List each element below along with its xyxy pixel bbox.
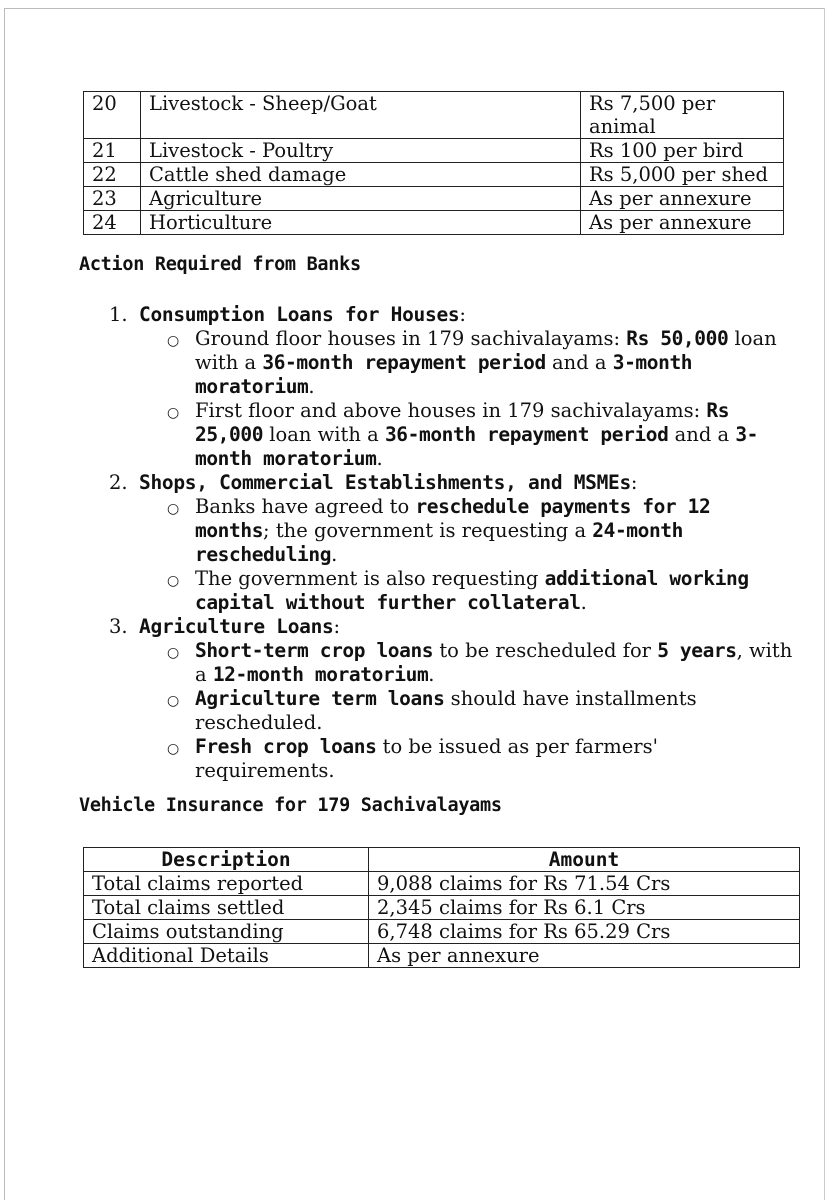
- table-row: [84, 163, 784, 187]
- row-item: Cattle shed damage: [141, 163, 581, 187]
- vehicle-insurance-table: [83, 847, 800, 968]
- row-number: 20: [84, 92, 141, 139]
- banks-heading: Action Required from Banks: [79, 254, 361, 275]
- list-item-text: Ground floor houses in 179 sachivalayams: Rs 50,000 loan with a 36-month repayment period and a 3-month moratorium.: [195, 327, 777, 398]
- list-item-text: First floor and above houses in 179 sachivalayams: Rs 25,000 loan with a 36-month repayment period and a 3-month moratorium.: [195, 399, 759, 470]
- row-number: 23: [84, 187, 141, 211]
- section-title: Agriculture Loans:: [139, 615, 341, 638]
- table-row: [84, 896, 800, 920]
- row-item: Livestock - Sheep/Goat: [141, 92, 581, 139]
- row-item: Agriculture: [141, 187, 581, 211]
- row-amount: 2,345 claims for Rs 6.1 Crs: [369, 896, 800, 920]
- row-number: 24: [84, 211, 141, 235]
- bullet-icon: ○: [167, 333, 180, 349]
- row-description: Claims outstanding: [84, 920, 369, 944]
- list-item-text: Short-term crop loans to be rescheduled for 5 years, with a 12-month moratorium.: [195, 639, 793, 686]
- row-item: Livestock - Poultry: [141, 139, 581, 163]
- list-item-text: Banks have agreed to reschedule payments for 12 months; the government is requesting a 24-month rescheduling.: [195, 495, 711, 566]
- bank-actions-list: [109, 303, 799, 783]
- bullet-icon: ○: [167, 693, 180, 709]
- compensation-rates-table: [83, 91, 784, 235]
- row-description: Total claims reported: [84, 872, 369, 896]
- row-amount: 6,748 claims for Rs 65.29 Crs: [369, 920, 800, 944]
- row-amount: Rs 7,500 per animal: [581, 92, 784, 139]
- table-row: [84, 920, 800, 944]
- table-row: [84, 872, 800, 896]
- action-section: [109, 615, 799, 639]
- table-row: [84, 944, 800, 968]
- column-header-description: Description: [84, 848, 369, 872]
- section-title: Shops, Commercial Establishments, and MSMEs:: [139, 471, 638, 494]
- list-item: [109, 567, 799, 615]
- bullet-icon: ○: [167, 501, 180, 517]
- insurance-heading: Vehicle Insurance for 179 Sachivalayams: [79, 795, 502, 816]
- row-amount: As per annexure: [369, 944, 800, 968]
- list-item: [109, 735, 799, 783]
- row-number: 22: [84, 163, 141, 187]
- row-number: 21: [84, 139, 141, 163]
- list-item: [109, 399, 799, 471]
- row-amount: As per annexure: [581, 187, 784, 211]
- section-number: 3.: [109, 615, 128, 638]
- column-header-amount: Amount: [369, 848, 800, 872]
- bullet-icon: ○: [167, 645, 180, 661]
- row-amount: Rs 100 per bird: [581, 139, 784, 163]
- action-section: [109, 303, 799, 327]
- row-amount: Rs 5,000 per shed: [581, 163, 784, 187]
- section-number: 1.: [109, 303, 128, 326]
- list-item: [109, 687, 799, 735]
- table-row: [84, 92, 784, 139]
- document-page: [4, 8, 825, 1200]
- section-title: Consumption Loans for Houses:: [139, 303, 466, 326]
- bullet-icon: ○: [167, 573, 180, 589]
- bullet-icon: ○: [167, 741, 180, 757]
- bullet-icon: ○: [167, 405, 180, 421]
- list-item: [109, 639, 799, 687]
- table-row: [84, 211, 784, 235]
- table-header-row: [84, 848, 800, 872]
- row-amount: As per annexure: [581, 211, 784, 235]
- table-row: [84, 187, 784, 211]
- row-description: Total claims settled: [84, 896, 369, 920]
- list-item-text: Fresh crop loans to be issued as per farmers' requirements.: [195, 735, 658, 782]
- row-amount: 9,088 claims for Rs 71.54 Crs: [369, 872, 800, 896]
- row-description: Additional Details: [84, 944, 369, 968]
- row-item: Horticulture: [141, 211, 581, 235]
- list-item: [109, 495, 799, 567]
- section-number: 2.: [109, 471, 128, 494]
- action-section: [109, 471, 799, 495]
- table-row: [84, 139, 784, 163]
- list-item-text: Agriculture term loans should have installments rescheduled.: [195, 687, 697, 734]
- list-item: [109, 327, 799, 399]
- list-item-text: The government is also requesting additional working capital without further collateral.: [195, 567, 749, 614]
